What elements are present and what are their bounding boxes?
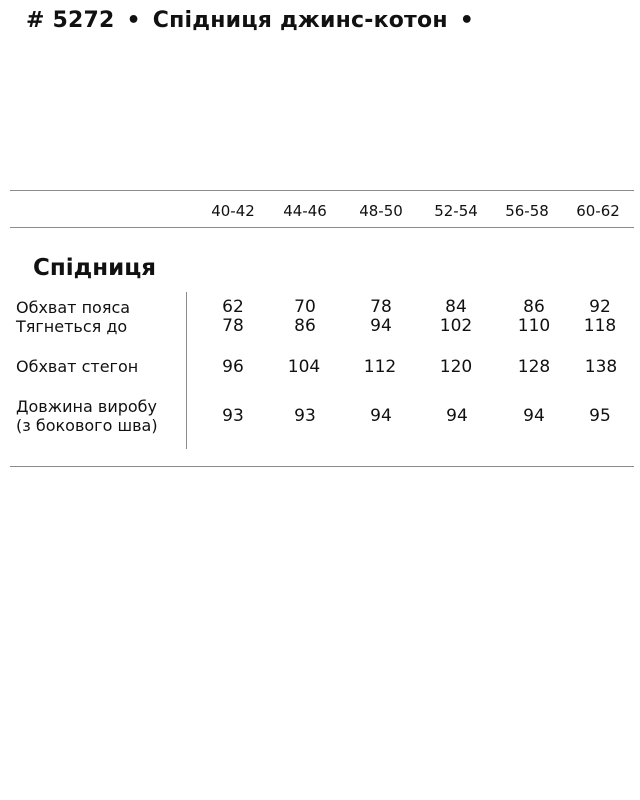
row-label-waist: Обхват пояса	[16, 298, 131, 317]
table-cell: 95	[589, 406, 611, 426]
row-label-length	[16, 397, 158, 435]
table-cell: 93	[294, 406, 316, 426]
title-trailing-dot: •	[459, 8, 474, 33]
size-header: 52-54	[434, 202, 478, 220]
table-cell: 120	[439, 357, 473, 377]
size-header: 40-42	[211, 202, 255, 220]
table-cell: 78	[222, 316, 244, 336]
table-cell: 94	[370, 406, 392, 426]
table-cell: 84	[445, 297, 467, 317]
product-name: Спідниця джинс-котон	[152, 8, 448, 33]
table-cell: 86	[523, 297, 545, 317]
table-cell: 94	[370, 316, 392, 336]
table-cell: 62	[222, 297, 244, 317]
table-cell: 94	[523, 406, 545, 426]
row-label-hips: Обхват стегон	[16, 357, 139, 376]
size-header: 48-50	[359, 202, 403, 220]
table-cell: 86	[294, 316, 316, 336]
row-label-stretch: Тягнеться до	[16, 317, 128, 336]
table-cell: 92	[589, 297, 611, 317]
table-cell: 104	[287, 357, 321, 377]
table-cell: 93	[222, 406, 244, 426]
table-bottom-rule	[10, 466, 634, 467]
size-header: 44-46	[283, 202, 327, 220]
row-label-length-line1: Довжина виробу	[16, 397, 157, 416]
table-cell: 138	[584, 357, 618, 377]
table-cell: 112	[363, 357, 397, 377]
table-top-rule	[10, 190, 634, 191]
column-divider	[186, 292, 187, 449]
size-header: 56-58	[505, 202, 549, 220]
row-label-length-line2: (з бокового шва)	[16, 416, 158, 435]
table-cell: 110	[517, 316, 551, 336]
table-cell: 128	[517, 357, 551, 377]
page-title	[26, 8, 486, 33]
table-cell: 96	[222, 357, 244, 377]
article-number: # 5272	[26, 8, 115, 33]
table-cell: 118	[583, 316, 617, 336]
table-cell: 78	[370, 297, 392, 317]
table-cell: 102	[439, 316, 473, 336]
table-cell: 70	[294, 297, 316, 317]
title-separator: •	[126, 8, 141, 33]
size-header: 60-62	[576, 202, 620, 220]
section-label: Спідниця	[33, 255, 157, 281]
header-bottom-rule	[10, 227, 634, 228]
table-cell: 94	[446, 406, 468, 426]
